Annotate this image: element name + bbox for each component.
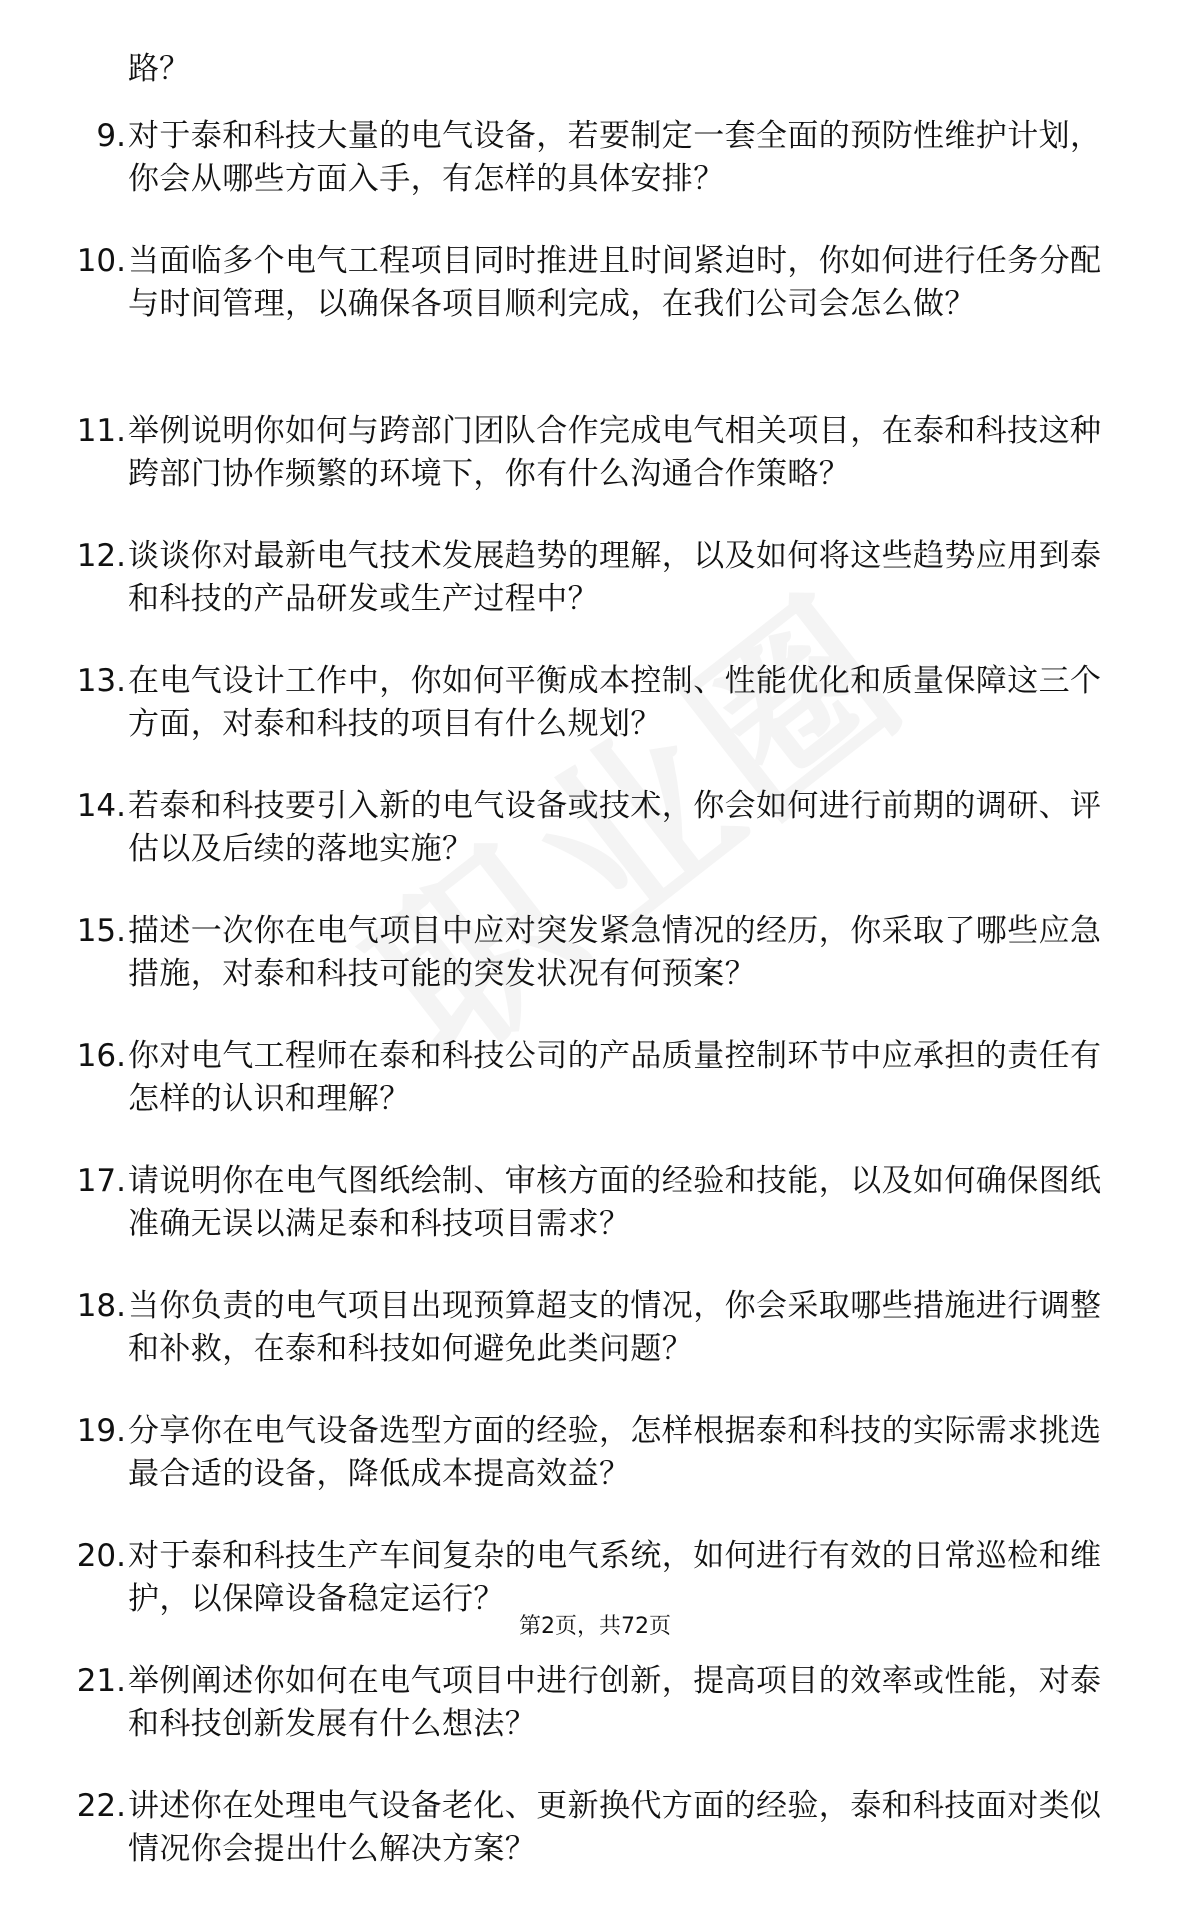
question-number: 22.: [76, 1788, 126, 1824]
question-number: 16.: [76, 1038, 126, 1074]
question-number: 11.: [76, 413, 126, 449]
question-number: 9.: [96, 118, 126, 154]
question-text: 在电气设计工作中，你如何平衡成本控制、性能优化和质量保障这三个方面，对泰和科技的项目有什么规划？: [128, 663, 1102, 742]
question-item-22: [0, 1785, 1190, 1910]
question-number: 10.: [76, 243, 126, 279]
question-number: 12.: [76, 538, 126, 574]
question-text: 谈谈你对最新电气技术发展趋势的理解，以及如何将这些趋势应用到泰和科技的产品研发或生产过程中？: [128, 538, 1102, 617]
question-number: 19.: [76, 1413, 126, 1449]
question-item-21: [0, 1660, 1190, 1785]
question-text: 讲述你在处理电气设备老化、更新换代方面的经验，泰和科技面对类似情况你会提出什么解决方案？: [128, 1788, 1102, 1867]
question-item-19: [0, 1410, 1190, 1535]
question-item-14: [0, 785, 1190, 910]
question-number: 14.: [76, 788, 126, 824]
question-item-16: [0, 1035, 1190, 1160]
question-number: 21.: [76, 1663, 126, 1699]
question-item-10: [0, 240, 1190, 410]
question-text: 对于泰和科技大量的电气设备，若要制定一套全面的预防性维护计划，你会从哪些方面入手，有怎样的具体安排？: [128, 118, 1102, 197]
question-item-15: [0, 910, 1190, 1035]
question-text: 当面临多个电气工程项目同时推进且时间紧迫时，你如何进行任务分配与时间管理，以确保各项目顺利完成，在我们公司会怎么做？: [128, 243, 1102, 322]
question-text: 举例阐述你如何在电气项目中进行创新，提高项目的效率或性能，对泰和科技创新发展有什么想法？: [128, 1663, 1102, 1742]
question-item-12: [0, 535, 1190, 660]
question-text: 分享你在电气设备选型方面的经验，怎样根据泰和科技的实际需求挑选最合适的设备，降低成本提高效益？: [128, 1413, 1102, 1492]
question-number: 15.: [76, 913, 126, 949]
question-number: 18.: [76, 1288, 126, 1324]
question-item-17: [0, 1160, 1190, 1285]
question-number: 17.: [76, 1163, 126, 1199]
question-number: 13.: [76, 663, 126, 699]
question-text: 若泰和科技要引入新的电气设备或技术，你会如何进行前期的调研、评估以及后续的落地实施？: [128, 788, 1102, 867]
question-item-13: [0, 660, 1190, 785]
page-footer: 第2页，共72页: [519, 1614, 671, 1639]
question-text: 请说明你在电气图纸绘制、审核方面的经验和技能，以及如何确保图纸准确无误以满足泰和科技项目需求？: [128, 1163, 1102, 1242]
continuation-text: 路？: [128, 51, 190, 87]
question-item-9: [0, 115, 1190, 240]
question-text: 对于泰和科技生产车间复杂的电气系统，如何进行有效的日常巡检和维护，以保障设备稳定运行？: [128, 1538, 1102, 1617]
question-item-11: [0, 410, 1190, 535]
question-text: 你对电气工程师在泰和科技公司的产品质量控制环节中应承担的责任有怎样的认识和理解？: [128, 1038, 1102, 1117]
question-text: 当你负责的电气项目出现预算超支的情况，你会采取哪些措施进行调整和补救，在泰和科技如何避免此类问题？: [128, 1288, 1102, 1367]
question-text: 描述一次你在电气项目中应对突发紧急情况的经历，你采取了哪些应急措施，对泰和科技可能的突发状况有何预案？: [128, 913, 1102, 992]
question-item-18: [0, 1285, 1190, 1410]
question-text: 举例说明你如何与跨部门团队合作完成电气相关项目，在泰和科技这种跨部门协作频繁的环境下，你有什么沟通合作策略？: [128, 413, 1102, 492]
question-number: 20.: [76, 1538, 126, 1574]
